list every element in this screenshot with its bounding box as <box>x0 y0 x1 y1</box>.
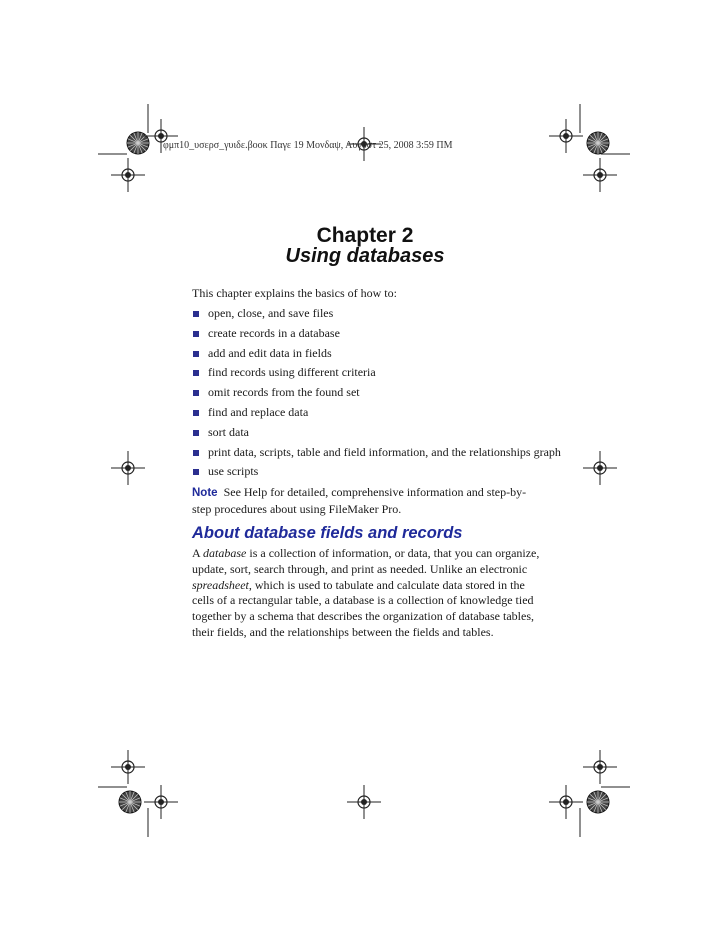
crosshair-icon <box>549 119 583 153</box>
list-item: find and replace data <box>192 403 561 423</box>
list-item: open, close, and save files <box>192 304 561 324</box>
note-label: Note <box>192 487 218 499</box>
bullet-square-icon <box>193 430 199 436</box>
bullet-square-icon <box>193 469 199 475</box>
star-target-icon <box>587 132 609 154</box>
bullet-square-icon <box>193 351 199 357</box>
crosshair-icon <box>549 785 583 819</box>
list-item: omit records from the found set <box>192 383 561 403</box>
bullet-square-icon <box>193 390 199 396</box>
note-text: See Help for detailed, comprehensive information and step-by-step procedures about using FileMaker Pro. <box>192 485 527 516</box>
term-spreadsheet: spreadsheet <box>192 577 249 592</box>
bullet-square-icon <box>193 410 199 416</box>
crosshair-icon <box>111 158 145 192</box>
crosshair-icon <box>583 158 617 192</box>
list-item: create records in a database <box>192 324 561 344</box>
star-target-icon <box>119 791 141 813</box>
body-paragraph: A database is a collection of information, or data, that you can organize, update, sort, search through, and print as needed. Unlike an electronic spreadsheet, which is used to tabulate and calculate data stored in the cells of a rectangular table, a database is a collection of knowledge tied together by a schema that describes the organization of database tables, their fields, and the relationships between the fields and tables. <box>192 546 540 639</box>
topic-list <box>192 304 561 482</box>
crosshair-icon <box>144 785 178 819</box>
star-target-icon <box>587 791 609 813</box>
list-item: add and edit data in fields <box>192 344 561 364</box>
star-target-icon <box>127 132 149 154</box>
print-slug: φμπ10_υσερσ_γυιδε.βοοκ Παγε 19 Μονδαψ, Αυγυστ 25, 2008 3:59 ΠΜ <box>163 140 453 151</box>
intro-text: This chapter explains the basics of how to: <box>192 286 397 300</box>
list-item: use scripts <box>192 462 561 482</box>
crosshair-icon <box>347 785 381 819</box>
chapter-title: Using databases <box>285 245 445 267</box>
chapter-number: Chapter 2 <box>316 224 414 247</box>
crosshair-icon <box>583 451 617 485</box>
crosshair-icon <box>583 750 617 784</box>
note-paragraph <box>192 484 542 517</box>
crosshair-icon <box>111 451 145 485</box>
section-heading: About database fields and records <box>192 524 463 542</box>
list-item: find records using different criteria <box>192 363 561 383</box>
crosshair-icon <box>111 750 145 784</box>
bullet-square-icon <box>193 311 199 317</box>
term-database: database <box>203 546 247 560</box>
bullet-square-icon <box>193 331 199 337</box>
list-item: sort data <box>192 423 561 443</box>
bullet-square-icon <box>193 370 199 376</box>
bullet-square-icon <box>193 450 199 456</box>
list-item: print data, scripts, table and field information, and the relationships graph <box>192 443 561 463</box>
